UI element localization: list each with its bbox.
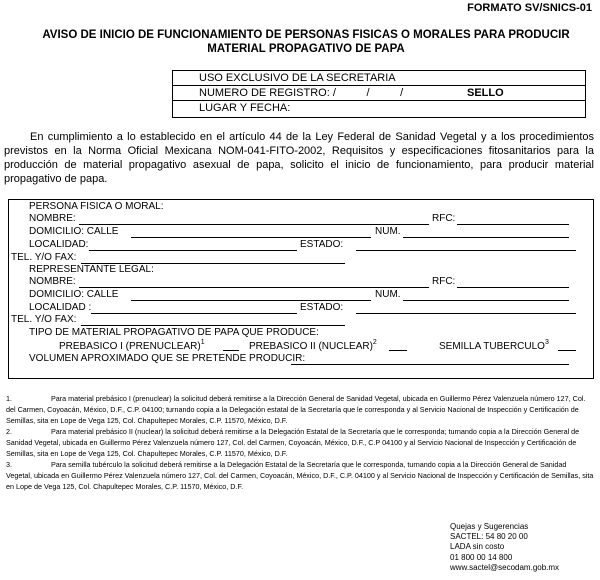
rep-estado-field[interactable] [356,313,576,314]
footnote-text: Para semilla tubérculo la solicitud deberá remitirse a la Delegación Estatal de la Secretaría que le corresponda, turnando copia a la Dirección General de Sanidad Vegetal, ubicada en Guillermo Pérez Valenzuela número 127, Col. del Carmen, Coyoacán, México, D.F., C.P. 04100 y al Servicio Nacional de Inspección y Certificación de Semillas, sita en Lope de Vega 125, Col. Chapultepec Morales, C.P. 11570, México, D.F. [6,460,594,491]
footnote-3 [6,459,594,492]
footnote-text: Para material prebásico II (nuclear) la solicitud deberá remitirse a la Delegación Estatal de la Secretaría que le corresponda; turnando copia a la Dirección General de Sanidad Vegetal, ubicada en Guillermo Pérez Valenzuela número 127, Col. del Carmen, Coyoacán, México, D.F., C.P 04100 y al Servicio Nacional de Inspección y Certificación de Semillas, sita en Lope de Vega 125, Col. Chapultepec Morales, C.P. 11570, México, D.F. [6,427,580,458]
applicant-form [8,199,594,379]
registration-number-label: NUMERO DE REGISTRO: / / / [199,87,404,99]
domicilio-label: DOMICILIO: CALLE [29,226,119,237]
semilla-label: SEMILLA TUBERCULO [439,341,545,352]
domicilio-field[interactable] [131,237,371,238]
rep-localidad-field[interactable] [91,313,297,314]
footnote-2 [6,426,594,459]
nombre-label: NOMBRE: [29,213,76,224]
contact-lada-label: LADA sin costo [450,542,505,552]
rep-tel-field[interactable] [81,325,345,326]
nombre-field[interactable] [79,224,429,225]
intro-paragraph: En cumplimiento a lo establecido en el artículo 44 de la Ley Federal de Sanidad Vegetal y a los procedimientos previstos en la Norma Oficial Mexicana NOM-041-FITO-2002, Requisitos y especificaciones fitosanitarios para la producción de material propagativo asexual de papa, solicito el inicio de funcionamiento, para producir material propagativo de papa. [4,131,594,185]
rep-rfc-label: RFC: [432,276,456,287]
rep-domicilio-field[interactable] [131,300,371,301]
localidad-label: LOCALIDAD: [29,239,89,250]
prebasico1-label: PREBASICO I (PRENUCLEAR) [59,341,201,352]
semilla-option [439,341,549,352]
tel-label: TEL. Y/O FAX: [11,252,77,263]
rep-nombre-field[interactable] [79,287,429,288]
volumen-label: VOLUMEN APROXIMADO QUE SE PRETENDE PRODUCIR: [29,353,306,364]
office-use-label: USO EXCLUSIVO DE LA SECRETARIA [173,71,585,86]
document-title: AVISO DE INICIO DE FUNCIONAMIENTO DE PERSONAS FISICAS O MORALES PARA PRODUCIR MATERIAL PROPAGATIVO DE PAPA [42,29,570,55]
semilla-footnote: 3 [544,339,549,346]
registration-row [173,86,585,101]
rep-num-label: NUM. [375,289,401,300]
rfc-label: RFC: [432,213,456,224]
num-field[interactable] [403,237,569,238]
contact-sactel: SACTEL: 54 80 20 00 [450,532,528,542]
prebasico1-option [59,341,205,352]
footnote-number: 2. [6,427,12,436]
prebasico2-checkbox[interactable] [389,350,407,351]
contact-lada-number: 01 800 00 14 800 [450,552,513,562]
tipo-material-label: TIPO DE MATERIAL PROPAGATIVO DE PAPA QUE PRODUCE: [29,327,319,338]
footnote-text: Para material prebásico I (prenuclear) la solicitud deberá remitirse a la Dirección General de Sanidad Vegetal, ubicada en Guillermo Pérez Valenzuela número 127, Col. del Carmen, Coyoacán, México, D.F., C.P. 04100; turnando copia a la Delegación estatal de la Secretaría que le corresponda y al Servicio Nacional de Inspección y Certificación de Semillas, sita en Lope de Vega 125, Col. Chapultepec Morales, C.P. 11570, México, D.F. [6,394,586,425]
prebasico1-footnote: 1 [200,339,205,346]
rep-num-field[interactable] [403,300,569,301]
estado-label: ESTADO: [300,239,344,250]
rfc-field[interactable] [457,224,569,225]
representante-heading: REPRESENTANTE LEGAL: [29,264,154,275]
rep-nombre-label: NOMBRE: [29,276,76,287]
office-use-box [172,70,586,118]
contact-email[interactable]: www.sactel@secodam.gob.mx [450,562,560,572]
footnote-number: 3. [6,460,12,469]
seal-label: SELLO [467,87,504,99]
rep-localidad-label: LOCALIDAD : [29,302,92,313]
num-label: NUM. [375,226,401,237]
persona-heading: PERSONA FISICA O MORAL: [29,201,164,212]
prebasico2-label: PREBASICO II (NUCLEAR) [249,341,373,352]
prebasico2-option [249,341,377,352]
volumen-field[interactable] [291,364,569,365]
rep-domicilio-label: DOMICILIO: CALLE [29,289,119,300]
semilla-checkbox[interactable] [558,350,576,351]
rep-rfc-field[interactable] [457,287,569,288]
rep-tel-label: TEL. Y/O FAX: [11,314,77,325]
footnote-number: 1. [6,394,12,403]
contact-heading: Quejas y Sugerencias [450,522,529,531]
prebasico1-checkbox[interactable] [223,350,239,351]
contact-block [450,522,559,573]
place-date-label: LUGAR Y FECHA: [199,102,291,114]
rep-estado-label: ESTADO: [300,302,344,313]
footnote-1 [6,393,594,426]
footnotes [6,393,594,492]
estado-field[interactable] [356,250,576,251]
prebasico2-footnote: 2 [372,339,377,346]
localidad-field[interactable] [89,250,297,251]
form-code: FORMATO SV/SNICS-01 [467,2,592,14]
